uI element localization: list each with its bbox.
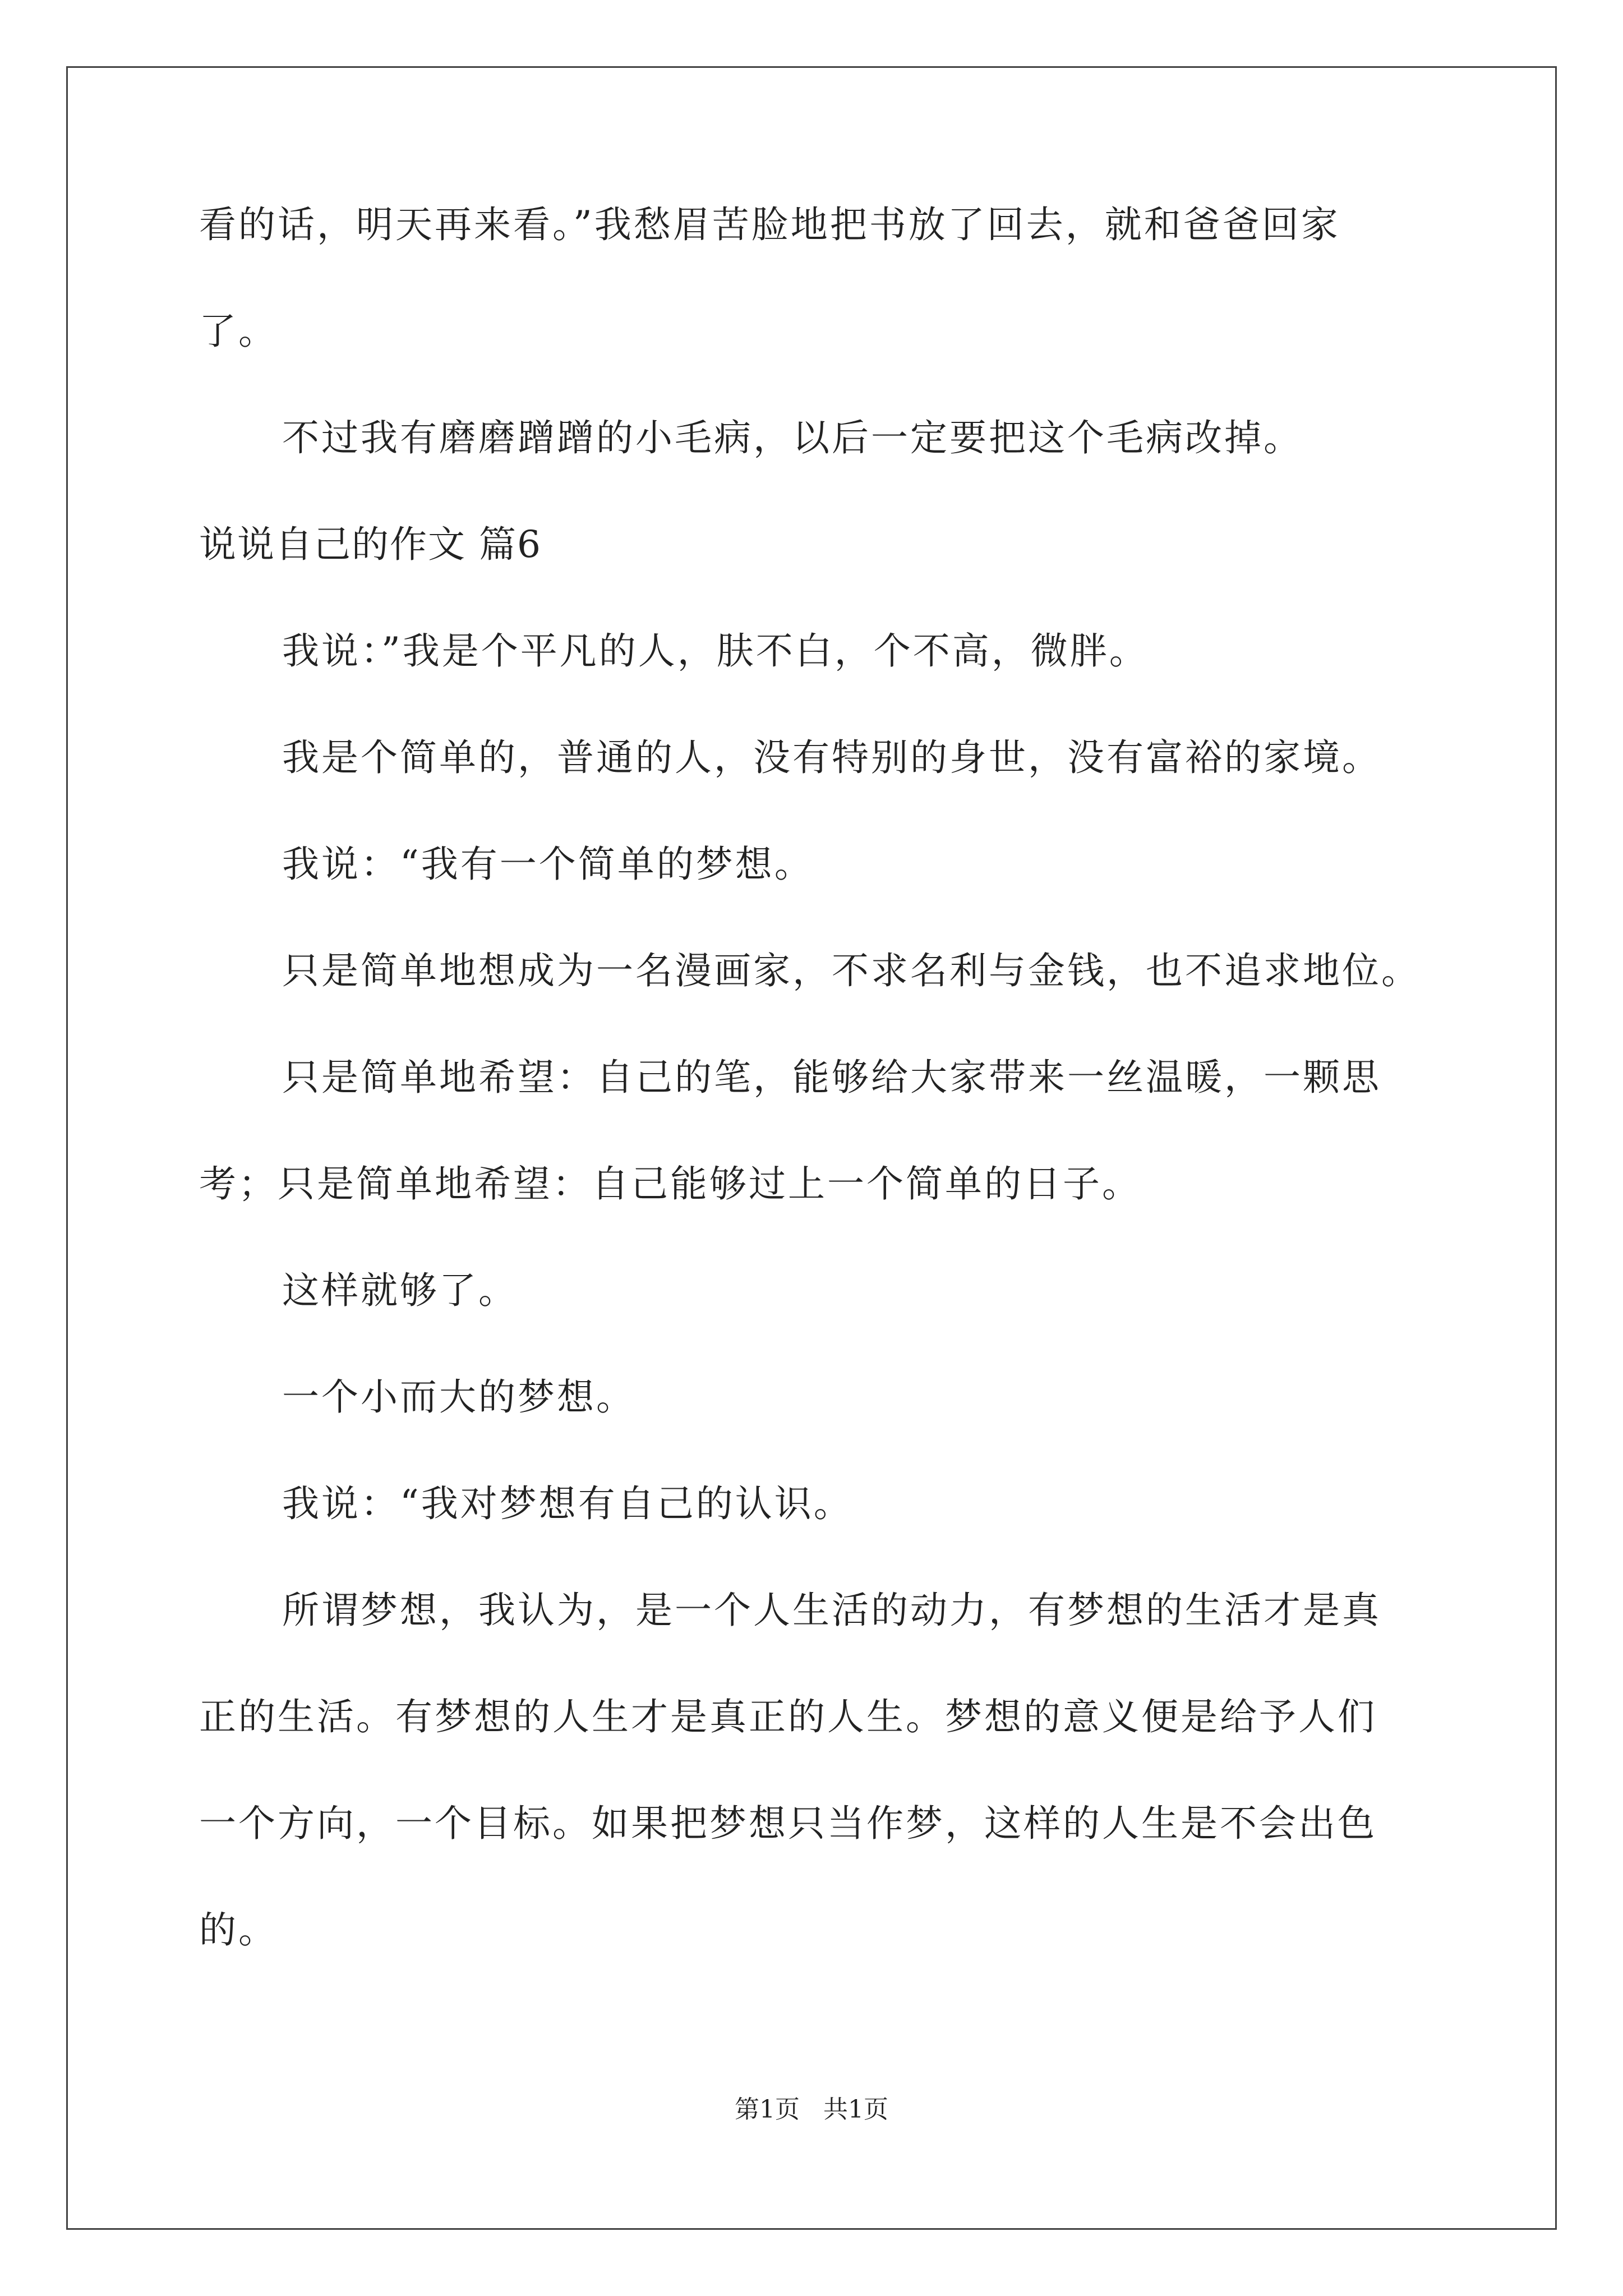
text-line: 我说：”我是个平凡的人，肤不白，个不高，微胖。 xyxy=(282,629,1149,673)
text-line: 只是简单地想成为一名漫画家，不求名利与金钱，也不追求地位。 xyxy=(282,949,1421,992)
text-line: 只是简单地希望：自己的笔，能够给大家带来一丝温暖，一颗思 xyxy=(282,1056,1381,1099)
text-line: 这样就够了。 xyxy=(282,1269,518,1312)
text-line: 所谓梦想，我认为，是一个人生活的动力，有梦想的生活才是真 xyxy=(282,1589,1381,1632)
text-line: 一个小而大的梦想。 xyxy=(282,1375,635,1419)
page-number: 第1页 xyxy=(735,2095,800,2124)
page-footer xyxy=(0,2097,1623,2122)
text-line: 正的生活。有梦想的人生才是真正的人生。梦想的意义便是给予人们 xyxy=(199,1695,1377,1738)
text-line: 一个方向，一个目标。如果把梦想只当作梦，这样的人生是不会出色 xyxy=(199,1802,1377,1845)
section-heading: 说说自己的作文 篇6 xyxy=(199,523,542,566)
text-line: 的。 xyxy=(199,1908,278,1952)
text-line: 看的话，明天再来看。”我愁眉苦脸地把书放了回去，就和爸爸回家 xyxy=(199,203,1340,246)
document-body xyxy=(199,203,1433,2018)
text-line: 我说：“我有一个简单的梦想。 xyxy=(282,843,814,886)
text-line: 了。 xyxy=(199,310,278,353)
page-total: 共1页 xyxy=(823,2095,888,2124)
text-line: 我说：“我对梦想有自己的认识。 xyxy=(282,1482,853,1525)
text-line: 我是个简单的，普通的人，没有特别的身世，没有富裕的家境。 xyxy=(282,736,1381,779)
text-line: 不过我有磨磨蹭蹭的小毛病，以后一定要把这个毛病改掉。 xyxy=(282,416,1303,459)
text-line: 考；只是简单地希望：自己能够过上一个简单的日子。 xyxy=(199,1162,1141,1205)
